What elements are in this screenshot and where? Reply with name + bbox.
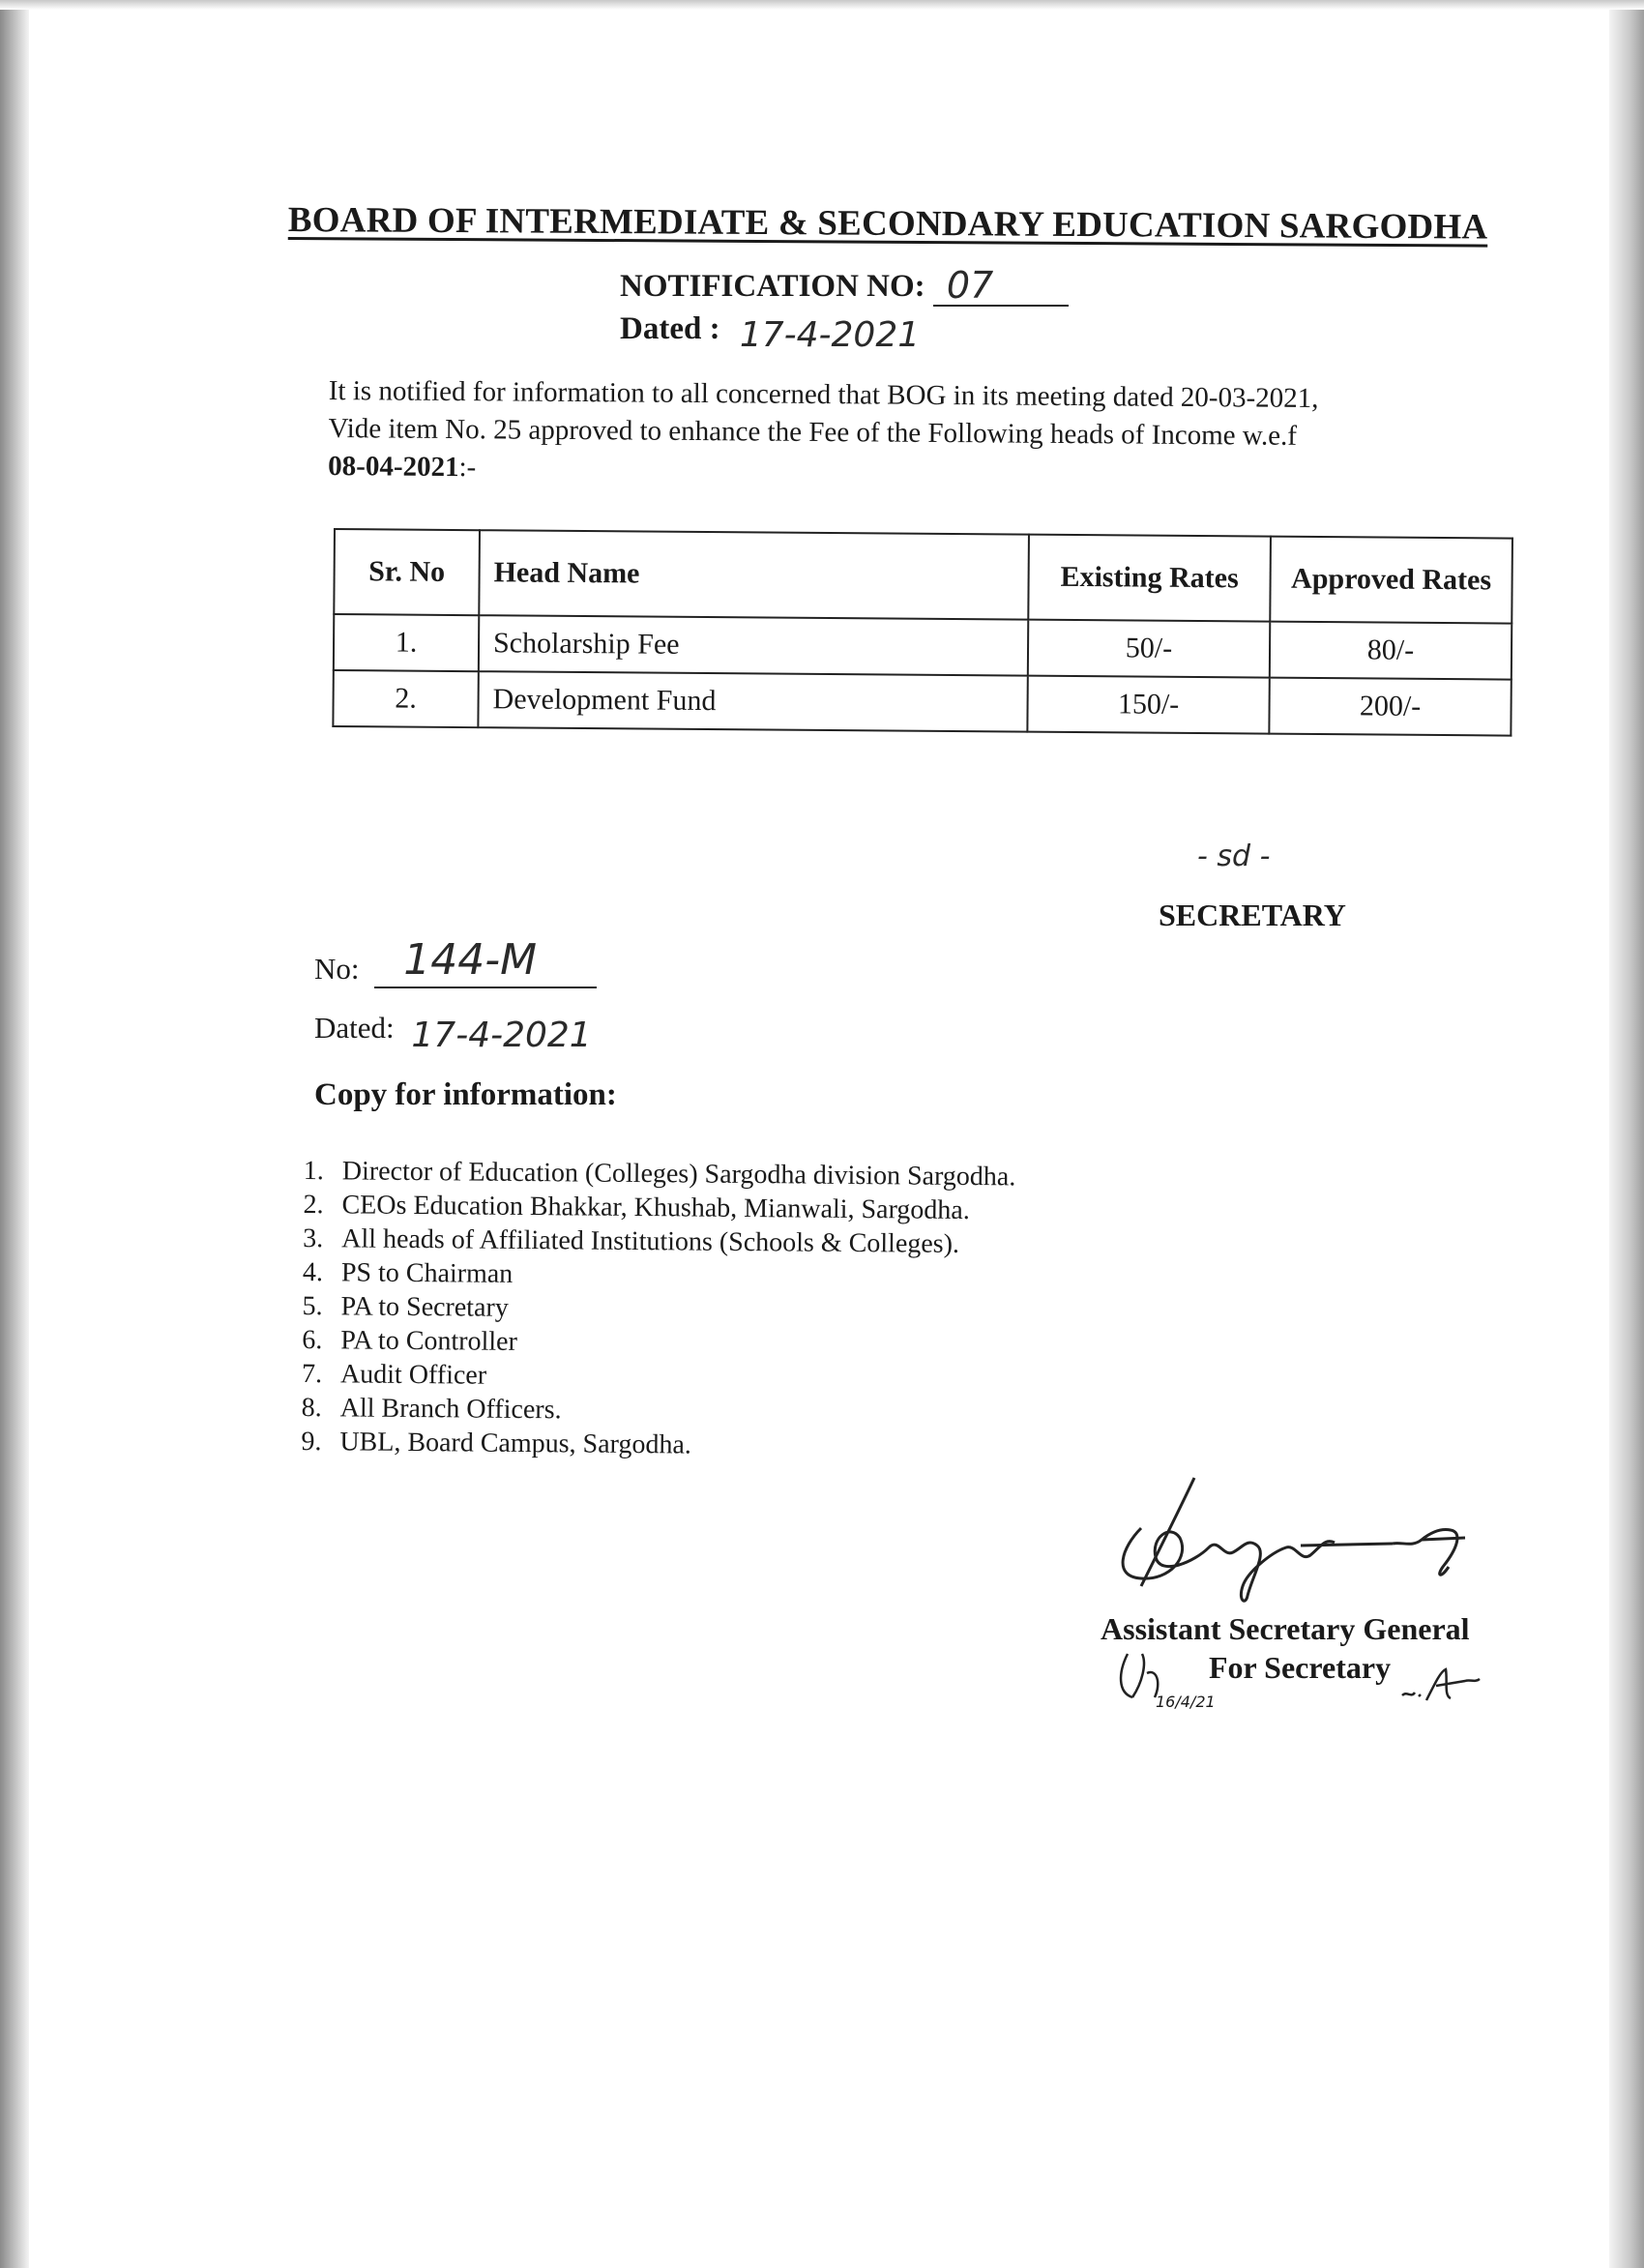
notification-dated-row [620, 311, 922, 355]
body-line-1: It is notified for information to all concerned that BOG in its meeting dated 20-03-2021, [328, 374, 1319, 415]
list-item: 2. CEOs Education Bhakkar, Khushab, Mianwali, Sargodha. [303, 1189, 970, 1226]
body-line-3 [328, 448, 1517, 495]
reference-number-label: No: [314, 952, 360, 986]
secretary-title: SECRETARY [1159, 898, 1346, 932]
sd-mark: - sd - [1197, 839, 1271, 873]
reference-number-row [314, 935, 597, 988]
row-approved-rate: 80/- [1270, 622, 1512, 680]
for-secretary: For Secretary [1209, 1650, 1392, 1685]
list-item: 4. PS to Chairman [302, 1256, 514, 1289]
fee-table-header-row [334, 529, 1512, 624]
body-line-2: Vide item No. 25 approved to enhance the Fee of the Following heads of Income w.e.f [328, 412, 1298, 452]
list-item: 1. Director of Education (Colleges) Sargodha division Sargodha. [303, 1155, 1016, 1193]
notification-dated-label: Dated : [620, 311, 720, 346]
notification-number-handwritten: 07 [946, 264, 994, 307]
list-item: 5. PA to Secretary [302, 1290, 509, 1323]
assistant-secretary-general: Assistant Secretary General [1101, 1611, 1470, 1646]
scan-edge-right [1609, 0, 1644, 2268]
table-row [334, 614, 1512, 680]
scan-edge-left [0, 0, 29, 2268]
header-head-name: Head Name [479, 530, 1029, 619]
document-title: BOARD OF INTERMEDIATE & SECONDARY EDUCATION SARGODHA [287, 199, 1488, 248]
header-approved-rates: Approved Rates [1270, 537, 1512, 624]
copy-heading: Copy for information: [314, 1077, 617, 1112]
reference-date-line [407, 1011, 620, 1055]
reference-number-line [374, 935, 597, 988]
row-head-name: Scholarship Fee [479, 615, 1028, 675]
list-item: 9. UBL, Board Campus, Sargodha. [301, 1426, 691, 1460]
list-item: 6. PA to Controller [302, 1324, 517, 1357]
notification-label: NOTIFICATION NO: [620, 269, 925, 304]
row-existing-rate: 50/- [1028, 620, 1270, 678]
row-approved-rate: 200/- [1269, 678, 1511, 736]
notification-number-line [933, 264, 1069, 307]
reference-date-handwritten: 17-4-2021 [411, 1016, 592, 1055]
row-head-name: Development Fund [478, 671, 1027, 731]
notification-date-line [728, 311, 922, 355]
scan-edge-top [0, 0, 1644, 10]
reference-dated-label: Dated: [314, 1011, 395, 1045]
reference-dated-row [314, 1011, 620, 1055]
table-row [333, 670, 1511, 736]
initials-date: 16/4/21 [1156, 1693, 1216, 1711]
row-sr-no: 1. [334, 614, 479, 671]
fee-table [332, 528, 1513, 737]
effective-date: 08-04-2021 [328, 450, 459, 484]
notification-date-handwritten: 17-4-2021 [739, 315, 921, 355]
notification-body [328, 372, 1518, 495]
header-sr-no: Sr. No [334, 529, 480, 615]
row-sr-no: 2. [333, 670, 478, 727]
list-item: 8. All Branch Officers. [301, 1392, 562, 1426]
handwritten-initials-right [1397, 1662, 1484, 1710]
list-item: 3. All heads of Affiliated Institutions (Schools & Colleges). [303, 1222, 960, 1259]
header-existing-rates: Existing Rates [1028, 535, 1271, 622]
notification-number-row [620, 264, 1069, 307]
row-existing-rate: 150/- [1027, 676, 1269, 734]
effective-suffix: :- [458, 452, 477, 484]
reference-number-handwritten: 144-M [403, 935, 538, 985]
list-item: 7. Audit Officer [301, 1358, 487, 1391]
copy-list [301, 1154, 1015, 1464]
handwritten-signature [1102, 1470, 1489, 1615]
